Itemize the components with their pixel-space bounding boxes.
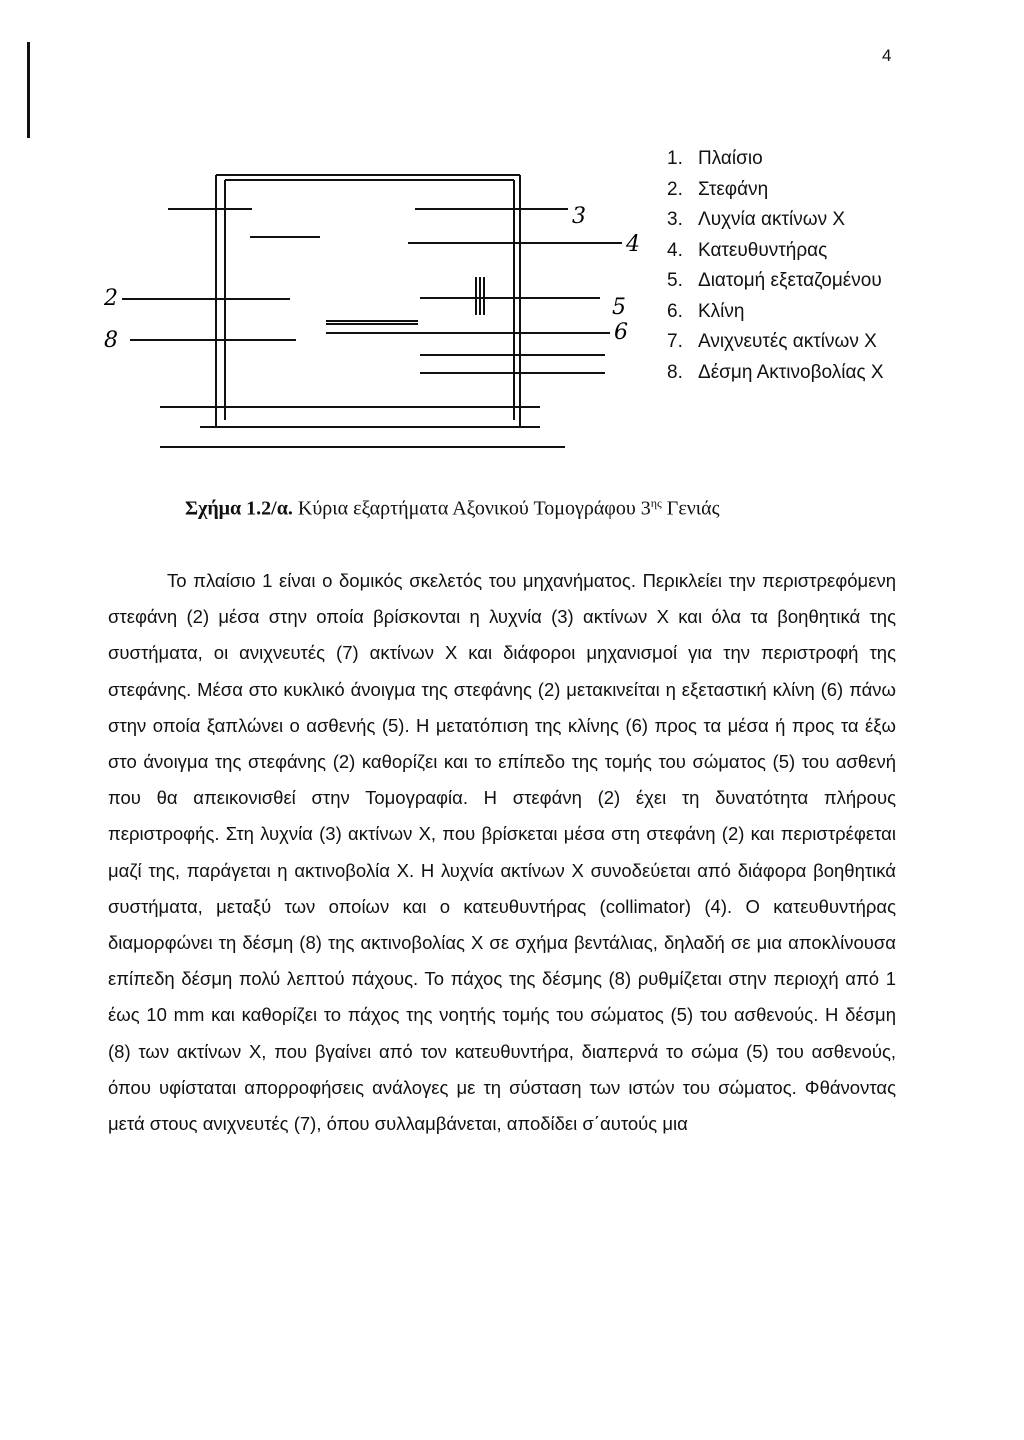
figure-caption (185, 496, 720, 521)
caption-end: Γενιάς (661, 497, 720, 520)
callout-4: 4 (626, 232, 640, 257)
figure-legend (667, 144, 884, 388)
margin-bar (27, 42, 30, 138)
legend-item: 1. Πλαίσιο (667, 148, 763, 169)
ct-scanner-diagram (100, 165, 640, 465)
callout-3: 3 (572, 204, 586, 229)
callout-5: 5 (612, 295, 626, 320)
callout-2: 2 (104, 286, 118, 311)
caption-superscript: ης (650, 496, 662, 510)
callout-8: 8 (104, 328, 118, 353)
paragraph: Το πλαίσιο 1 είναι ο δομικός σκελετός του μηχανήματος. Περικλείει την περιστρεφόμενη στεφάνη (2) μέσα στην οποία βρίσκονται η λυχνία (3) ακτίνων X και όλα τα βοηθητικά της συστήματα, οι ανιχνευτές (7) ακτίνων X και διάφοροι μηχανισμοί για την περιστροφή της στεφάνης. Μέσα στο κυκλικό άνοιγμα της στεφάνης (2) μετακινείται η εξεταστική κλίνη (6) πάνω στην οποία ξαπλώνει ο ασθενής (5). Η μετατόπιση της κλίνης (6) προς τα μέσα ή προς τα έξω στο άνοιγμα της στεφάνης (2) καθορίζει και το επίπεδο της τομής του σώματος (5) του ασθενή που θα απεικονισθεί στην Τομογραφία. Η στεφάνη (2) έχει τη δυνατότητα πλήρους περιστροφής. Στη λυχνία (3) ακτίνων X, που βρίσκεται μέσα στη στεφάνη (2) και περιστρέφεται μαζί της, παράγεται η ακτινοβολία X. Η λυχνία ακτίνων X συνοδεύεται από διάφορα βοηθητικά συστήματα, μεταξύ των οποίων και ο κατευθυντήρας (collimator) (4). Ο κατευθυντήρας διαμορφώνει τη δέσμη (8) της ακτινοβολίας X σε σχήμα βεντάλιας, δηλαδή σε μια αποκλίνουσα επίπεδη δέσμη πολύ λεπτού πάχους. Το πάχος της δέσμης (8) ρυθμίζεται στην περιοχή από 1 έως 10 mm και καθορίζει το πάχος της νοητής τομής του σώματος (5) του ασθενούς. Η δέσμη (8) των ακτίνων X, που βγαίνει από τον κατευθυντήρα, διαπερνά το σώμα (5) του ασθενούς, όπου υφίσταται απορροφήσεις ανάλογες με τη σύσταση των ιστών του σώματος. Φθάνοντας μετά στους ανιχνευτές (7), όπου συλλαμβάνεται, αποδίδει σ΄αυτούς μια (108, 570, 896, 1135)
caption-text: Κύρια εξαρτήματα Αξονικού Τομογράφου 3 (297, 497, 651, 520)
frame-lines (122, 175, 622, 447)
legend-item: 5. Διατομή εξεταζομένου (667, 270, 882, 291)
legend-item: 2. Στεφάνη (667, 178, 769, 200)
page-number: 4 (882, 46, 892, 65)
caption-label: Σχήμα 1.2/α. (185, 497, 293, 520)
legend-item: 8. Δέσμη Ακτινοβολίας X (667, 361, 884, 383)
legend-item: 3. Λυχνία ακτίνων X (667, 209, 846, 230)
legend-item: 7. Ανιχνευτές ακτίνων X (667, 331, 877, 352)
body-text (108, 563, 896, 1142)
legend-item: 4. Κατευθυντήρας (667, 239, 828, 261)
callout-6: 6 (614, 320, 628, 345)
legend-item: 6. Κλίνη (667, 300, 745, 322)
